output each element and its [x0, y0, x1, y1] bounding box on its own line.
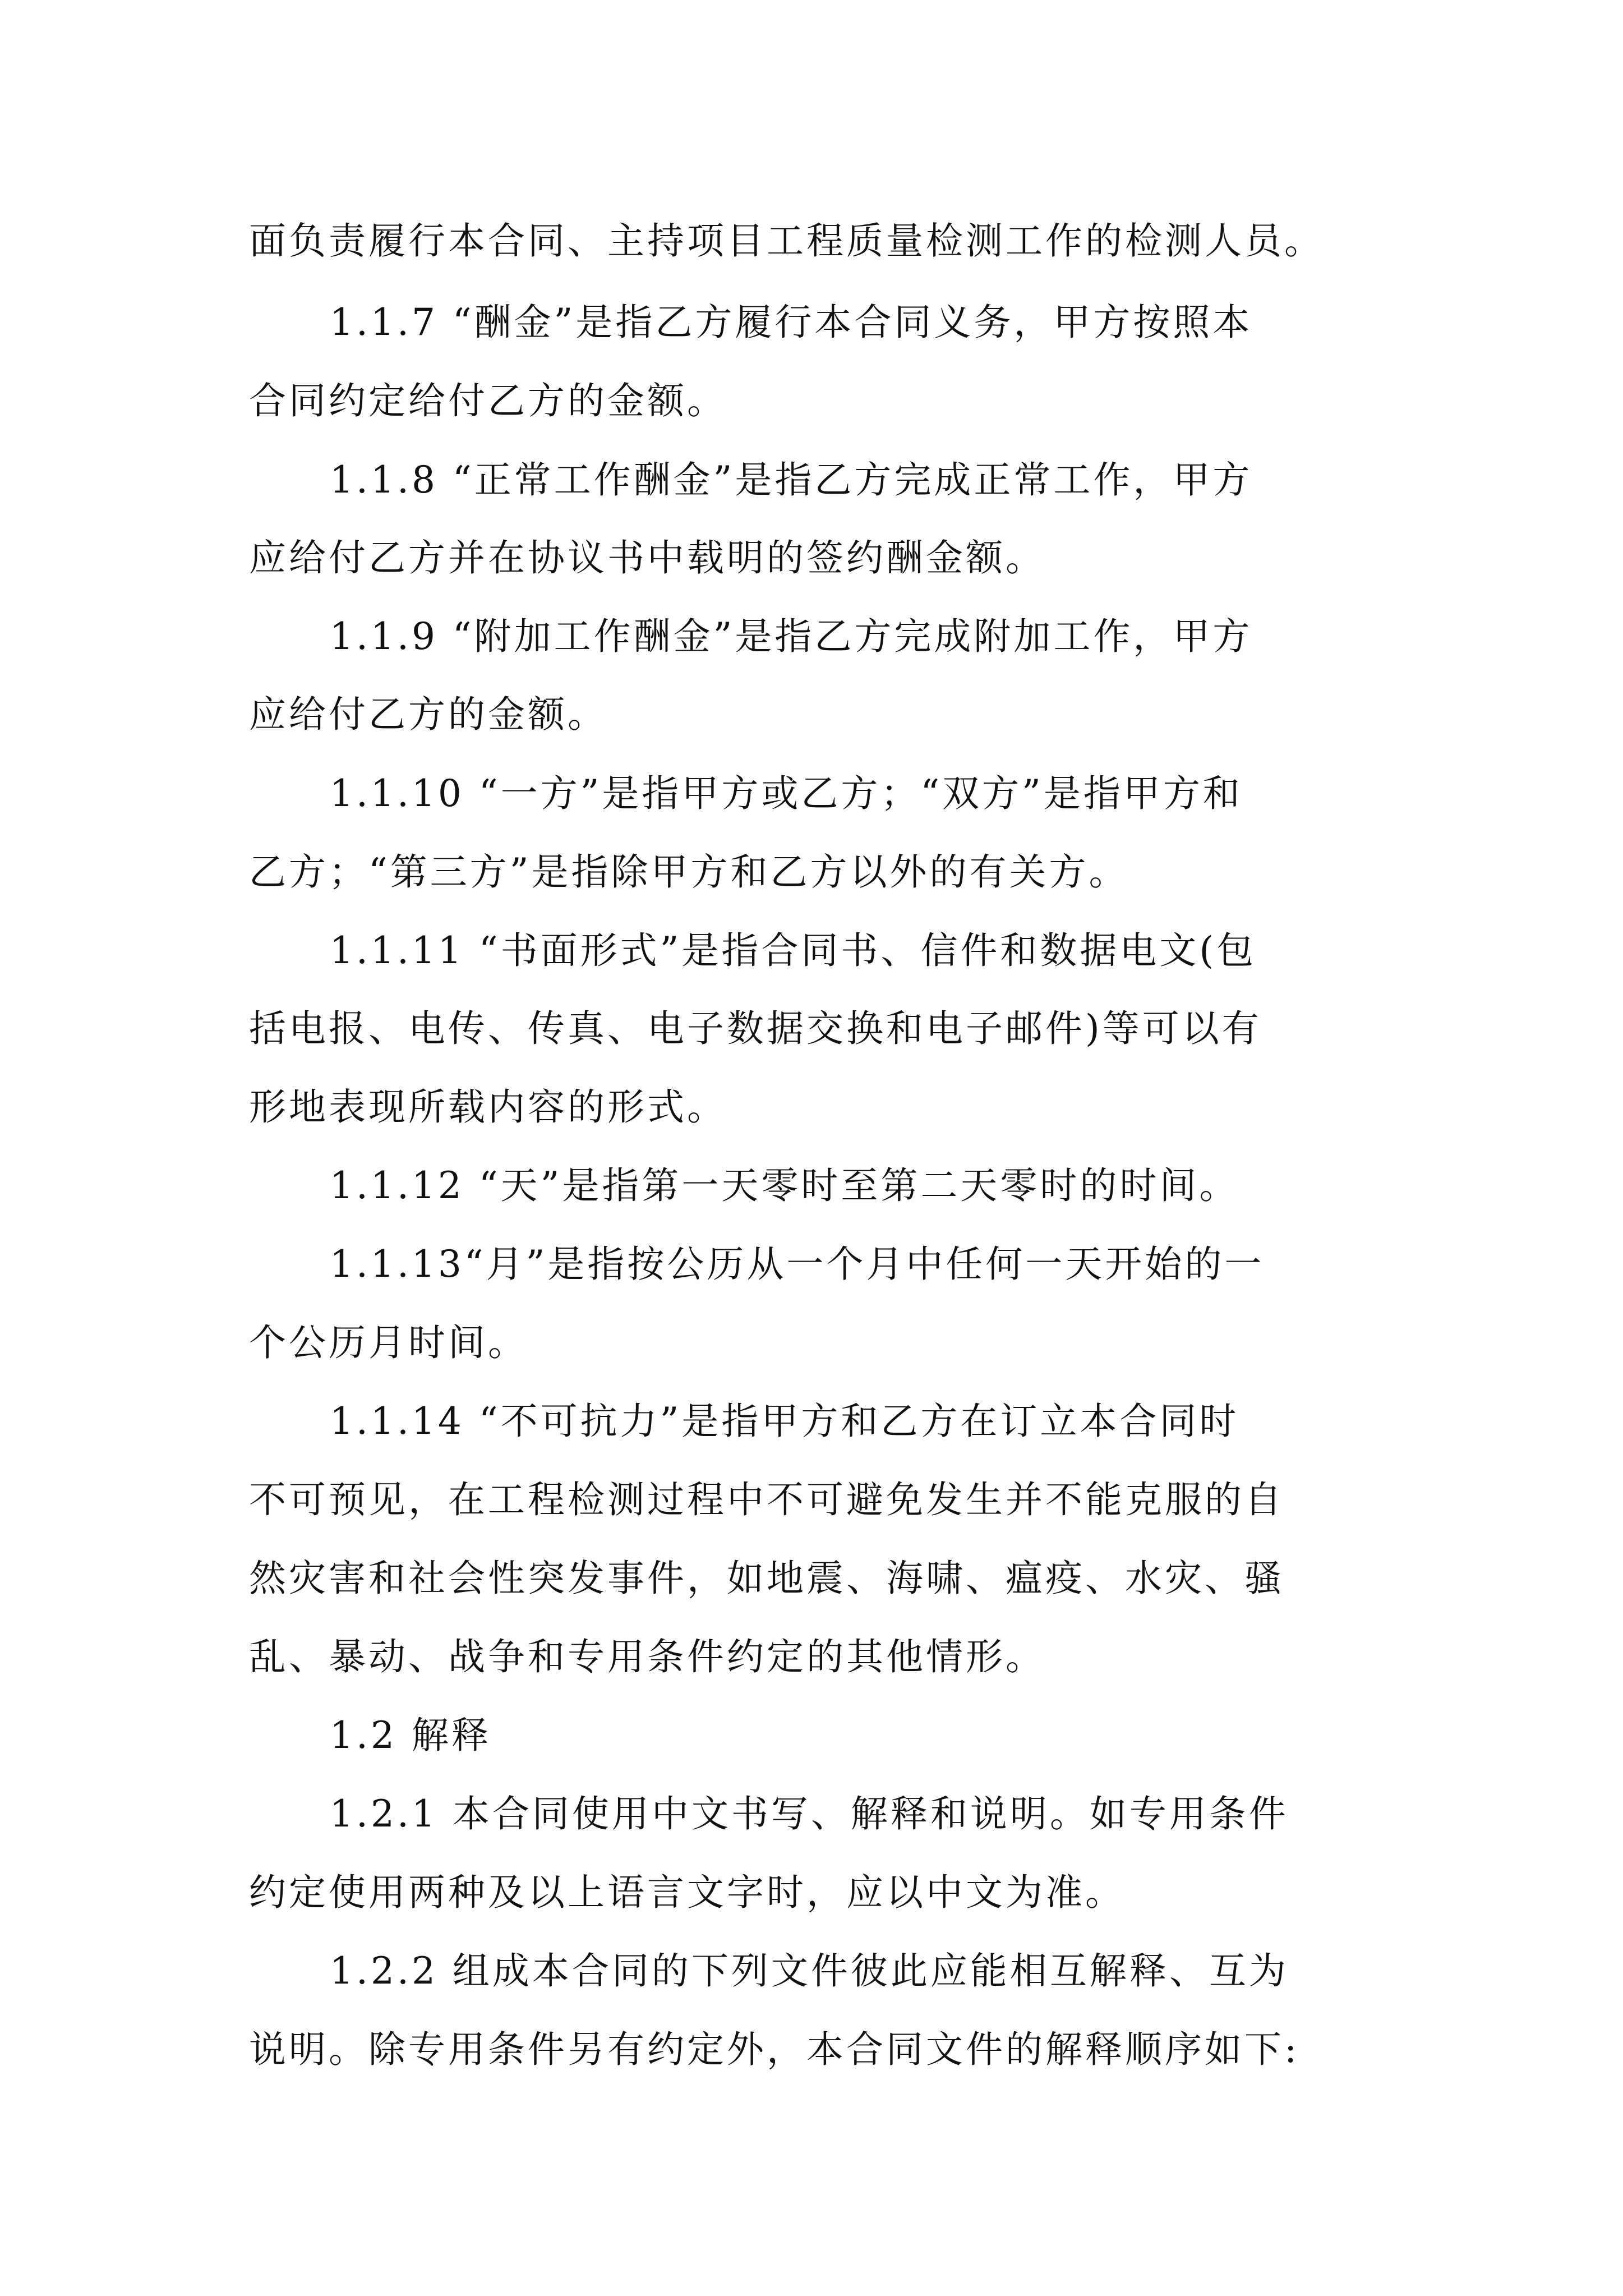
clause-1-1-11: 1.1.11 “书面形式”是指合同书、信件和数据电文(包 — [330, 929, 1257, 972]
clause-1-1-8: 1.1.8 “正常工作酬金”是指乙方完成正常工作，甲方 — [330, 458, 1253, 501]
clause-1-2-2-cont: 说明。除专用条件另有约定外，本合同文件的解释顺序如下: — [249, 2028, 1300, 2071]
clause-1-1-7: 1.1.7 “酬金”是指乙方履行本合同义务，甲方按照本 — [330, 301, 1253, 344]
clause-1-2-1-cont: 约定使用两种及以上语言文字时，应以中文为准。 — [249, 1871, 1125, 1914]
clause-1-1-13: 1.1.13“月”是指按公历从一个月中任何一天开始的一 — [330, 1243, 1265, 1286]
clause-1-1-7-cont: 合同约定给付乙方的金额。 — [249, 379, 727, 422]
clause-1-1-10: 1.1.10 “一方”是指甲方或乙方；“双方”是指甲方和 — [330, 772, 1243, 815]
clause-1-1-12: 1.1.12 “天”是指第一天零时至第二天零时的时间。 — [330, 1164, 1239, 1207]
clause-1-1-9-cont: 应给付乙方的金额。 — [249, 693, 607, 736]
clause-1-1-11-cont-2: 形地表现所载内容的形式。 — [249, 1085, 727, 1129]
text-line-1: 面负责履行本合同、主持项目工程质量检测工作的检测人员。 — [249, 219, 1324, 263]
clause-1-1-14-cont-3: 乱、暴动、战争和专用条件约定的其他情形。 — [249, 1635, 1045, 1678]
clause-1-1-10-cont: 乙方；“第三方”是指除甲方和乙方以外的有关方。 — [249, 850, 1129, 894]
clause-1-1-13-cont: 个公历月时间。 — [249, 1321, 528, 1364]
section-1-2-heading: 1.2 解释 — [330, 1714, 491, 1757]
clause-1-2-1: 1.2.1 本合同使用中文书写、解释和说明。如专用条件 — [330, 1792, 1289, 1835]
clause-1-1-14-cont-2: 然灾害和社会性突发事件，如地震、海啸、瘟疫、水灾、骚 — [249, 1557, 1284, 1600]
clause-1-1-14: 1.1.14 “不可抗力”是指甲方和乙方在订立本合同时 — [330, 1400, 1239, 1443]
clause-1-1-9: 1.1.9 “附加工作酬金”是指乙方完成附加工作，甲方 — [330, 615, 1253, 658]
clause-1-1-14-cont-1: 不可预见，在工程检测过程中不可避免发生并不能克服的自 — [249, 1478, 1284, 1521]
clause-1-1-11-cont-1: 括电报、电传、传真、电子数据交换和电子邮件)等可以有 — [249, 1007, 1262, 1050]
clause-1-2-2: 1.2.2 组成本合同的下列文件彼此应能相互解释、互为 — [330, 1949, 1289, 1993]
clause-1-1-8-cont: 应给付乙方并在协议书中载明的签约酬金额。 — [249, 536, 1045, 579]
